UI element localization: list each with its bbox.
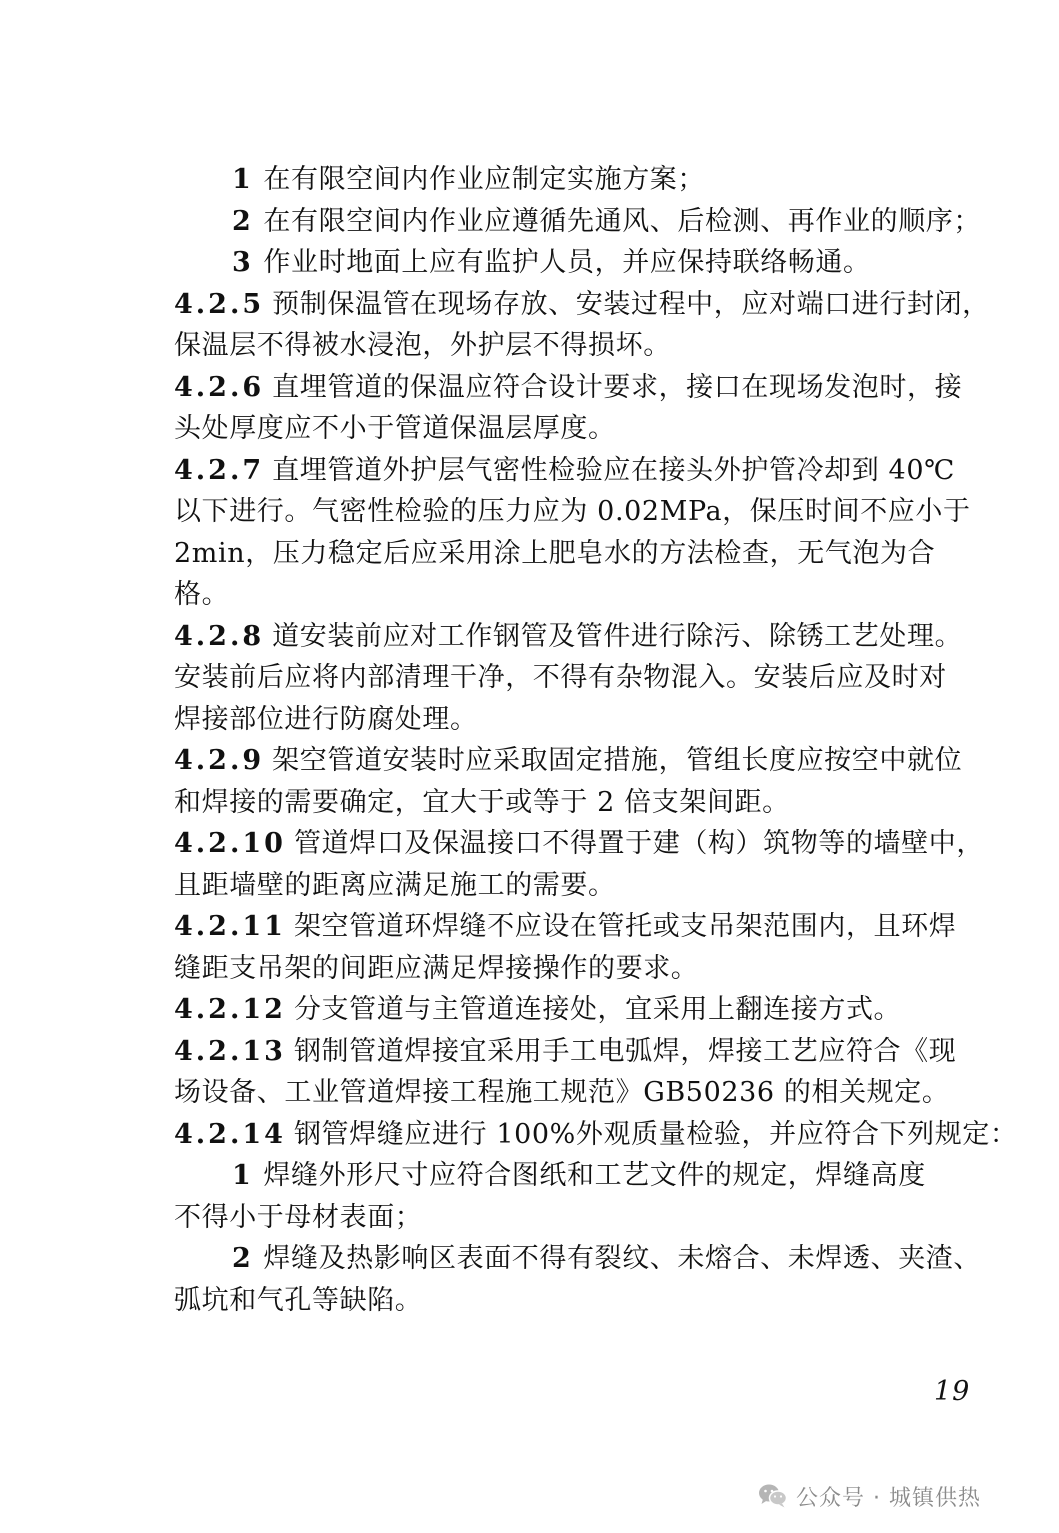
- clause-number: 4.2.14: [174, 1118, 286, 1150]
- clause-text: 钢制管道焊接宜采用手工电弧焊，焊接工艺应符合《现: [293, 1035, 957, 1067]
- clause-text: 预制保温管在现场存放、安装过程中，应对端口进行封闭，: [272, 288, 990, 320]
- clause-number: 4.2.8: [174, 620, 265, 652]
- clause-number: 4.2.10: [174, 828, 286, 859]
- clause-4-2-14: [174, 1114, 1018, 1156]
- document-body: [174, 159, 1018, 1321]
- clause-text: 架空管道环焊缝不应设在管托或支吊架范围内，且环焊: [293, 911, 957, 942]
- clause-4-2-9: [174, 740, 974, 823]
- clause-4-2-12: [174, 989, 974, 1031]
- clause-number: 4.2.12: [174, 994, 286, 1025]
- clause-text: 保温层不得被水浸泡，外护层不得损坏。: [174, 330, 671, 361]
- clause-4-2-7: [174, 450, 974, 616]
- watermark-text: 公众号 · 城镇供热: [796, 1485, 981, 1511]
- clause-number: 4.2.11: [174, 911, 286, 942]
- clause-number: 4.2.9: [174, 745, 265, 776]
- clause-text: 缝距支吊架的间距应满足焊接操作的要求。: [174, 952, 699, 984]
- clause-4-2-6: [174, 367, 974, 450]
- clause-4-2-11: [174, 906, 974, 989]
- page-number: 19: [934, 1376, 971, 1407]
- wechat-icon: [758, 1483, 788, 1509]
- clause-number: 4.2.7: [174, 454, 265, 486]
- clause-text: 头处厚度应不小于管道保温层厚度。: [174, 413, 616, 444]
- list-item: 1 在有限空间内作业应制定实施方案；: [232, 164, 705, 195]
- watermark: [758, 1478, 981, 1514]
- clause-text: 焊接部位进行防腐处理。: [174, 703, 478, 735]
- clause-text: 2min，压力稳定后应采用涂上肥皂水的方法检查，无气泡为合: [174, 537, 936, 569]
- clause-text: 架空管道安装时应采取固定措施，管组长度应按空中就位: [272, 745, 963, 776]
- clause-4-2-8: [174, 616, 974, 741]
- sub-item-2: 2 焊缝及热影响区表面不得有裂纹、未熔合、未焊透、夹渣、 弧坑和气孔等缺陷。: [174, 1243, 981, 1316]
- clause-4-2-13: [174, 1031, 974, 1114]
- clause-text: 以下进行。气密性检验的压力应为 0.02MPa，保压时间不应小于: [174, 496, 971, 527]
- clause-4-2-10: [174, 823, 984, 906]
- list-item: 2 在有限空间内作业应遵循先通风、后检测、再作业的顺序；: [232, 205, 981, 237]
- clause-text: 且距墙壁的距离应满足施工的需要。: [174, 869, 616, 901]
- clause-text: 钢管焊缝应进行 100%外观质量检验，并应符合下列规定：: [293, 1118, 1018, 1150]
- clause-text: 场设备、工业管道焊接工程施工规范》GB50236 的相关规定。: [174, 1077, 950, 1108]
- clause-text: 直埋管道外护层气密性检验应在接头外护管冷却到 40℃: [272, 454, 955, 486]
- clause-text: 道安装前应对工作钢管及管件进行除污、除锈工艺处理。: [272, 620, 963, 652]
- clause-4-2-5: [174, 284, 990, 367]
- clause-text: 管道焊口及保温接口不得置于建（构）筑物等的墙壁中，: [293, 828, 984, 859]
- clause-number: 4.2.6: [174, 371, 265, 403]
- list-item: 3 作业时地面上应有监护人员，并应保持联络畅通。: [232, 247, 871, 278]
- clause-text: 分支管道与主管道连接处，宜采用上翻连接方式。: [293, 994, 902, 1025]
- clause-text: 直埋管道的保温应符合设计要求，接口在现场发泡时，接: [272, 371, 963, 403]
- clause-number: 4.2.5: [174, 288, 265, 320]
- clause-text: 格。: [174, 579, 230, 610]
- clause-text: 和焊接的需要确定，宜大于或等于 2 倍支架间距。: [174, 786, 790, 818]
- sub-item-1: 1 焊缝外形尺寸应符合图纸和工艺文件的规定，焊缝高度 不得小于母材表面；: [174, 1160, 926, 1233]
- clause-number: 4.2.13: [174, 1035, 286, 1067]
- clause-text: 安装前后应将内部清理干净，不得有杂物混入。安装后应及时对: [174, 662, 947, 693]
